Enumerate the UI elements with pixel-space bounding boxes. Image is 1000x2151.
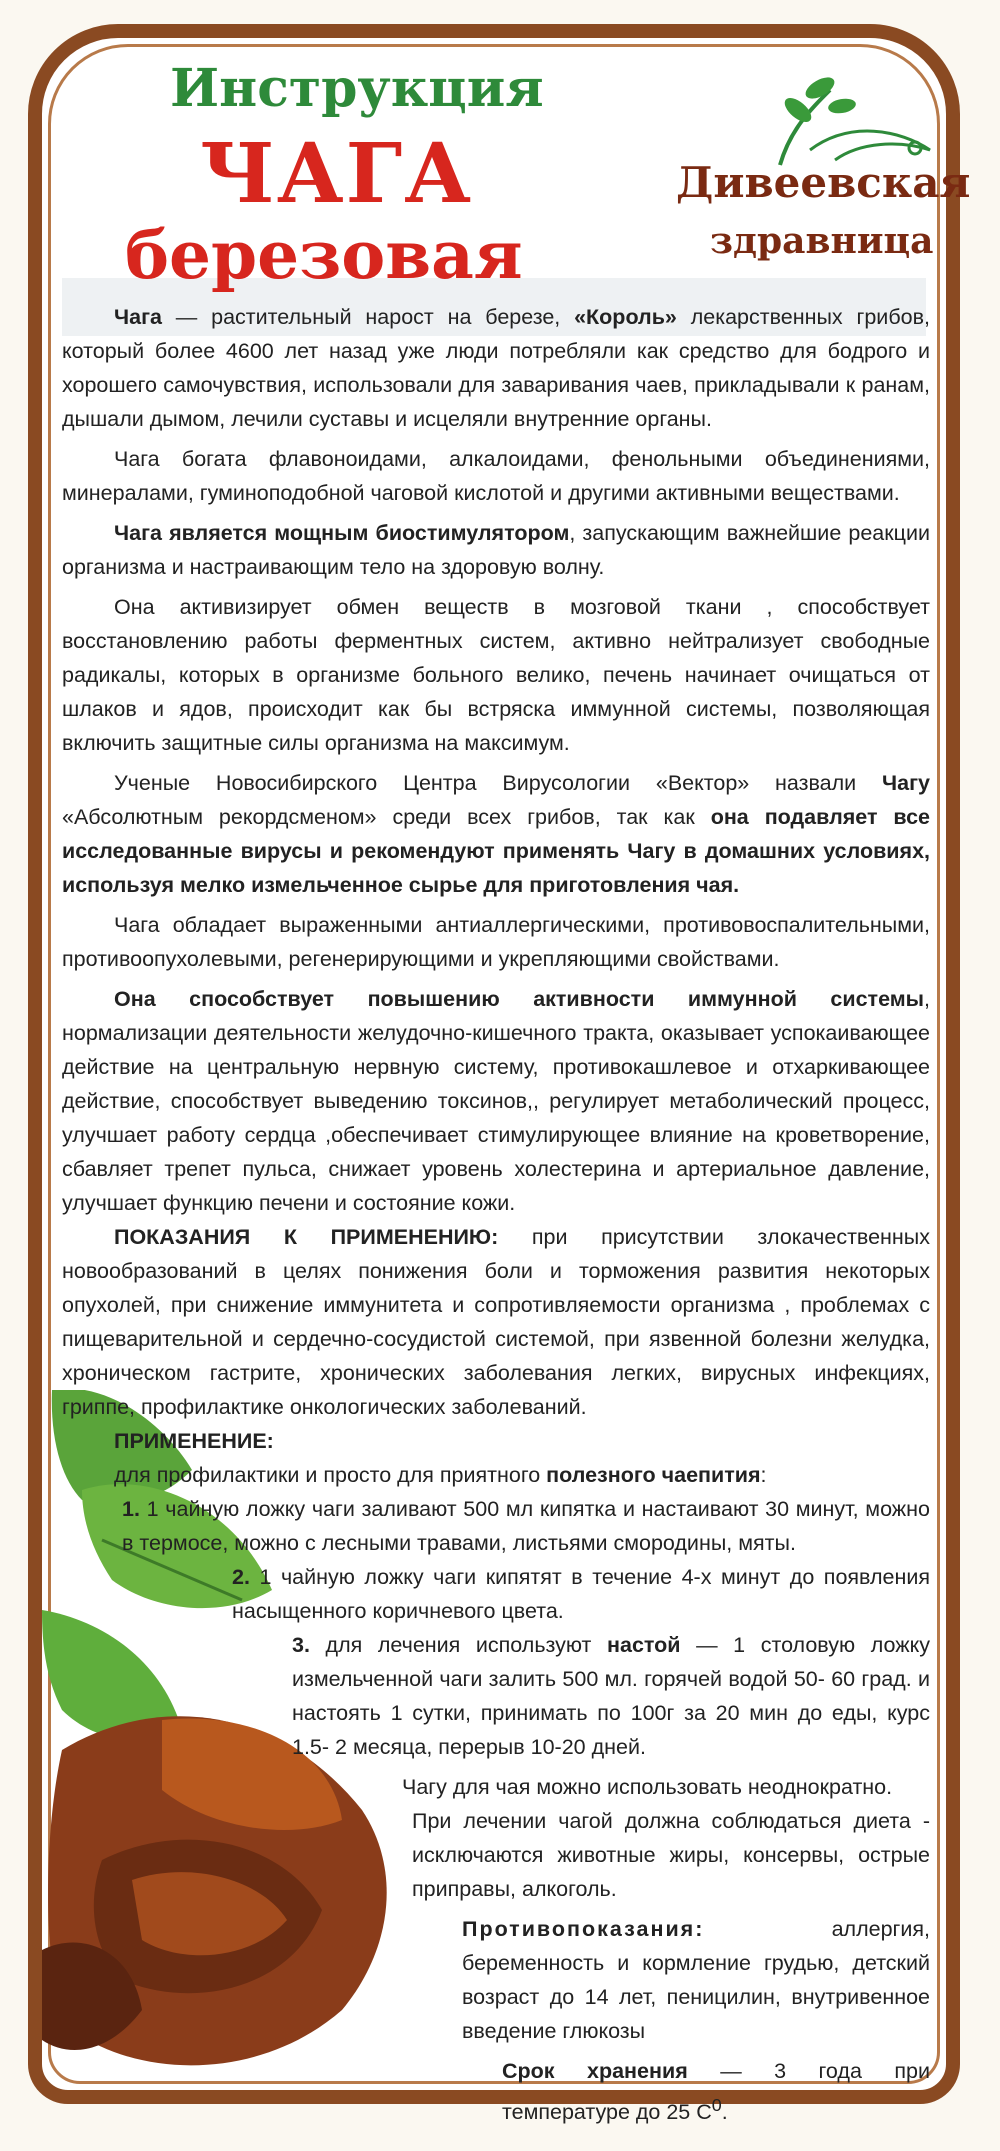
usage-heading-text: ПРИМЕНЕНИЕ: <box>114 1429 274 1453</box>
usage-item-3 <box>62 1628 930 1764</box>
logo-line1: Дивеевская <box>676 158 971 207</box>
text: . <box>721 2100 728 2125</box>
paragraph-intro <box>62 300 930 436</box>
paragraph-metabolism: Она активизирует обмен веществ в мозговой ткани , способствует восстановлению работы ферментных систем, активно нейтрализует свободные радикалы, которых в организме больного велико, печень начинает очищаться от шлаков и ядов, происходит как бы встряска иммунной системы, позволяющая включить защитные силы организма на максимум. <box>62 595 930 755</box>
item-number: 2. <box>232 1565 250 1589</box>
leaf-ornament-icon <box>660 70 960 170</box>
text: : <box>760 1463 767 1487</box>
logo-line2: здравница <box>710 220 934 262</box>
contraindications <box>62 1912 930 2048</box>
paragraph-indications <box>62 1220 930 1424</box>
storage <box>62 2054 930 2129</box>
usage-item-2 <box>62 1560 930 1628</box>
item-number: 1. <box>122 1497 140 1521</box>
text: 1 чайную ложку чаги заливают 500 мл кипятка и настаивают 30 минут, можно в термосе, можно с лесными травами, листьями смородины, мяты. <box>122 1497 930 1555</box>
usage-intro <box>62 1458 930 1492</box>
contra-heading: Противопоказания: <box>462 1917 705 1941</box>
text: — 1 столовую ложку измельченной чаги залить 500 мл. горячей водой 50- 60 град. и настоять 1 сутки, принимать по 100г за 20 мин до еды, курс 1.5- 2 месяца, перерыв 10-20 дней. <box>292 1633 930 1759</box>
title-sub: березовая <box>125 216 523 294</box>
bold-term: Чага <box>114 305 162 329</box>
bold-term: она подавляет все исследованные вирусы и рекомендуют применять Чагу в домашних условиях, используя мелко измельченное сырье для приготовления чая. <box>62 805 930 897</box>
paragraph-biostimulator <box>62 516 930 584</box>
text: для лечения используют <box>309 1633 607 1657</box>
item-number: 3. <box>292 1633 310 1657</box>
paragraph-vector <box>62 766 930 902</box>
text: аллергия, беременность и кормление грудью, детский возраст до 14 лет, пеницилин, внутривенное введение глюкозы <box>462 1917 930 2043</box>
storage-heading: Срок хранения <box>502 2059 688 2083</box>
title-small: Инструкция <box>170 58 544 119</box>
usage-heading <box>62 1424 930 1458</box>
text: лекарственных грибов, который более 4600 лет назад уже люди потребляли как средство для бодрого и хорошего самочувствия, использовали для заваривания чаев, прикладывали к ранам, дышали дымом, лечили суставы и исцеляли внутренние органы. <box>62 305 930 431</box>
bold-term: Чага является мощным биостимулятором <box>114 521 570 545</box>
text: для профилактики и просто для приятного <box>114 1463 547 1487</box>
usage-diet: При лечении чагой должна соблюдаться диета - исключаются животные жиры, консервы, острые приправы, алкоголь. <box>412 1809 930 1901</box>
paragraph-properties: Чага обладает выраженными антиаллергическими, противовоспалительными, противоопухолевыми, регенерирующими и укрепляющими свойствами. <box>62 913 930 971</box>
paragraph-composition: Чага богата флавоноидами, алкалоидами, фенольными объединениями, минералами, гуминоподобной чаговой кислотой и другими активными веществами. <box>62 447 930 505</box>
bold-term: Чагу <box>882 771 930 795</box>
text: , нормализации деятельности желудочно-кишечного тракта, оказывает успокаивающее действие на центральную нервную систему, противокашлевое и отхаркивающее действие, способствует выведению токсинов,, регулирует метаболический процесс, улучшает работу сердца ,обеспечивает стимулирующее влияние на кроветворение, сбавляет трепет пульса, снижает уровень холестерина и артериальное давление, улучшает функцию печени и состояние кожи. <box>62 987 930 1215</box>
text: при присутствии злокачественных новообразований в целях понижения боли и торможения развития некоторых опухолей, при снижение иммунитета и сопротивляемости организма , проблемах с пищеварительной и сердечно-сосудистой системой, при язвенной болезни желудка, хроническом гастрите, хронических заболевания легких, вирусных инфекциях, гриппе, профилактике онкологических заболеваний. <box>62 1225 931 1419</box>
logo <box>660 70 971 300</box>
bold-term: настой <box>607 1633 681 1657</box>
text: «Абсолютным рекордсменом» среди всех грибов, так как <box>62 805 711 829</box>
bold-term: Она способствует повышению активности иммунной системы <box>114 987 925 1011</box>
degree-sup: 0 <box>711 2095 722 2115</box>
title-big: ЧАГА <box>200 126 474 222</box>
paragraph-immune <box>62 982 930 1220</box>
bold-term: «Король» <box>574 305 677 329</box>
header <box>70 40 971 294</box>
usage-reuse: Чагу для чая можно использовать неоднократно. <box>402 1775 893 1799</box>
text: — растительный нарост на березе, <box>161 305 575 329</box>
usage-item-1 <box>62 1492 930 1560</box>
text: , запускающим важнейшие реакции организма и настраивающим тело на здоровую волну. <box>62 521 930 579</box>
indications-heading: ПОКАЗАНИЯ К ПРИМЕНЕНИЮ: <box>114 1225 499 1249</box>
bold-term: полезного чаепития <box>546 1463 761 1487</box>
text: — 3 года при температуре до 25 С <box>502 2059 930 2125</box>
text: 1 чайную ложку чаги кипятят в течение 4-х минут до появления насыщенного коричневого цвета. <box>232 1565 930 1623</box>
instruction-text <box>62 300 930 2129</box>
text: Ученые Новосибирского Центра Вирусологии «Вектор» назвали <box>114 771 883 795</box>
